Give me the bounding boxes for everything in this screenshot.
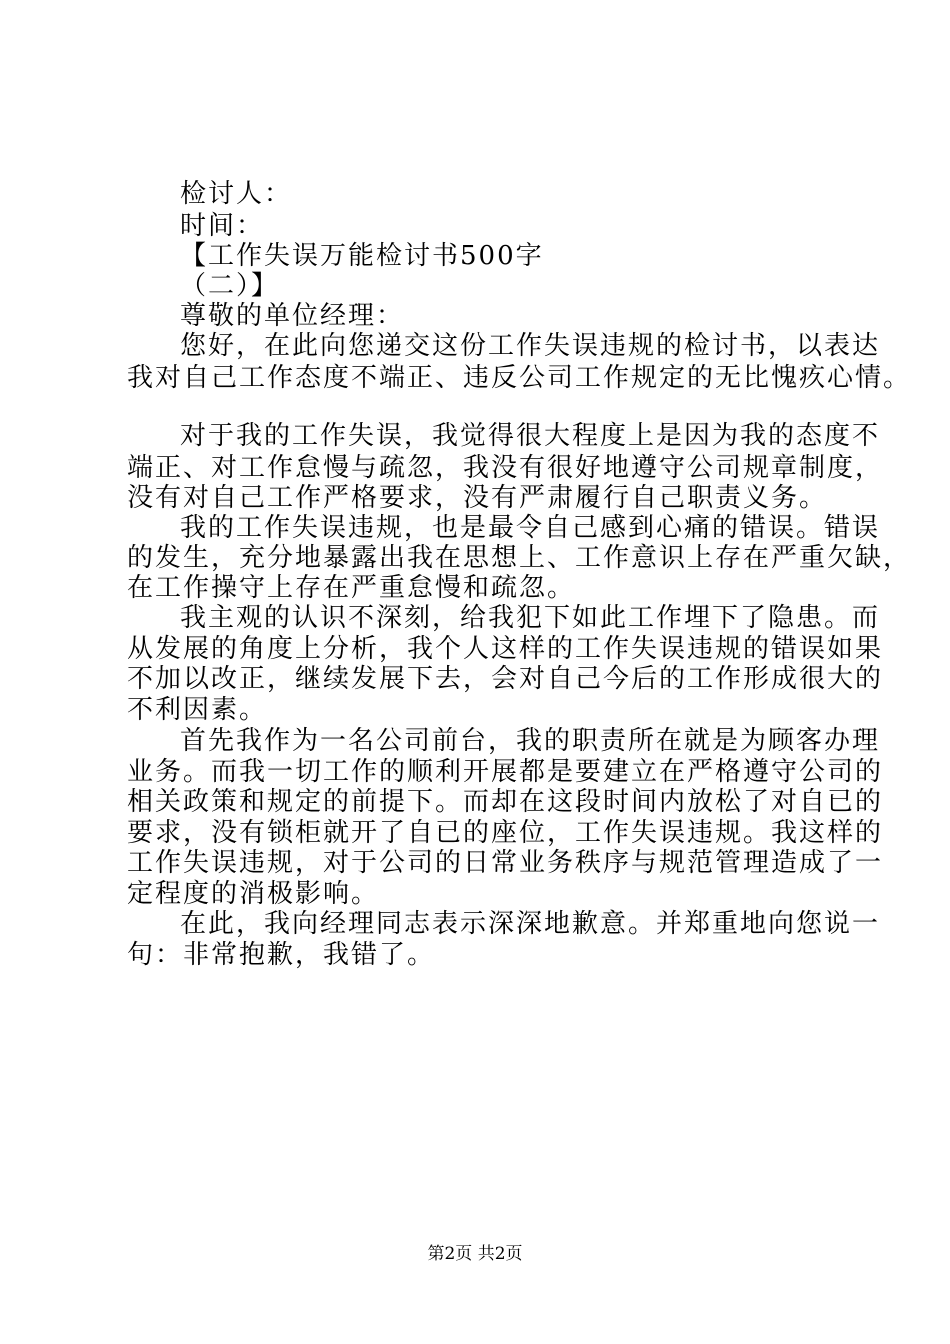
reviewer-label: 检讨人： [180, 179, 293, 209]
paragraph-line: 工作失误违规，对于公司的日常业务秩序与规范管理造成了一 [127, 848, 884, 878]
paragraph-line: 的发生，充分地暴露出我在思想上、工作意识上存在严重欠缺， [127, 543, 912, 573]
paragraph-line: 定程度的消极影响。 [127, 879, 380, 909]
paragraph-line: 我的工作失误违规，也是最令自己感到心痛的错误。错误 [180, 513, 881, 543]
time-label: 时间： [180, 211, 265, 241]
paragraph-line: 相关政策和规定的前提下。而却在这段时间内放松了对自已的 [127, 787, 884, 817]
paragraph-line: 句：非常抱歉，我错了。 [127, 940, 436, 970]
paragraph-line: 没有对自己工作严格要求，没有严肃履行自己职责义务。 [127, 483, 828, 513]
salutation: 尊敬的单位经理： [180, 301, 405, 331]
paragraph-line: 在此，我向经理同志表示深深地歉意。并郑重地向您说一 [180, 909, 881, 939]
paragraph-line: 我主观的认识不深刻，给我犯下如此工作埋下了隐患。而 [180, 603, 881, 633]
paragraph-line: 业务。而我一切工作的顺利开展都是要建立在严格遵守公司的 [127, 757, 884, 787]
paragraph-line: 我对自己工作态度不端正、违反公司工作规定的无比愧疚心情。 [127, 363, 912, 393]
paragraph-line: 不利因素。 [127, 695, 268, 725]
paragraph-line: 您好，在此向您递交这份工作失误违规的检讨书，以表达 [180, 331, 881, 361]
section-heading-sub: （二）】 [180, 271, 280, 301]
paragraph-line: 对于我的工作失误，我觉得很大程度上是因为我的态度不 [180, 421, 881, 451]
section-heading: 【工作失误万能检讨书500字 [180, 241, 544, 271]
paragraph-line: 不加以改正，继续发展下去，会对自己今后的工作形成很大的 [127, 664, 884, 694]
paragraph-line: 要求，没有锁柜就开了自已的座位，工作失误违规。我这样的 [127, 818, 884, 848]
paragraph-line: 在工作操守上存在严重怠慢和疏忽。 [127, 573, 576, 603]
page-number-footer: 第2页 共2页 [427, 1244, 523, 1264]
paragraph-line: 首先我作为一名公司前台，我的职责所在就是为顾客办理 [180, 726, 881, 756]
paragraph-line: 从发展的角度上分析，我个人这样的工作失误违规的错误如果 [127, 634, 884, 664]
paragraph-line: 端正、对工作怠慢与疏忽，我没有很好地遵守公司规章制度， [127, 453, 884, 483]
